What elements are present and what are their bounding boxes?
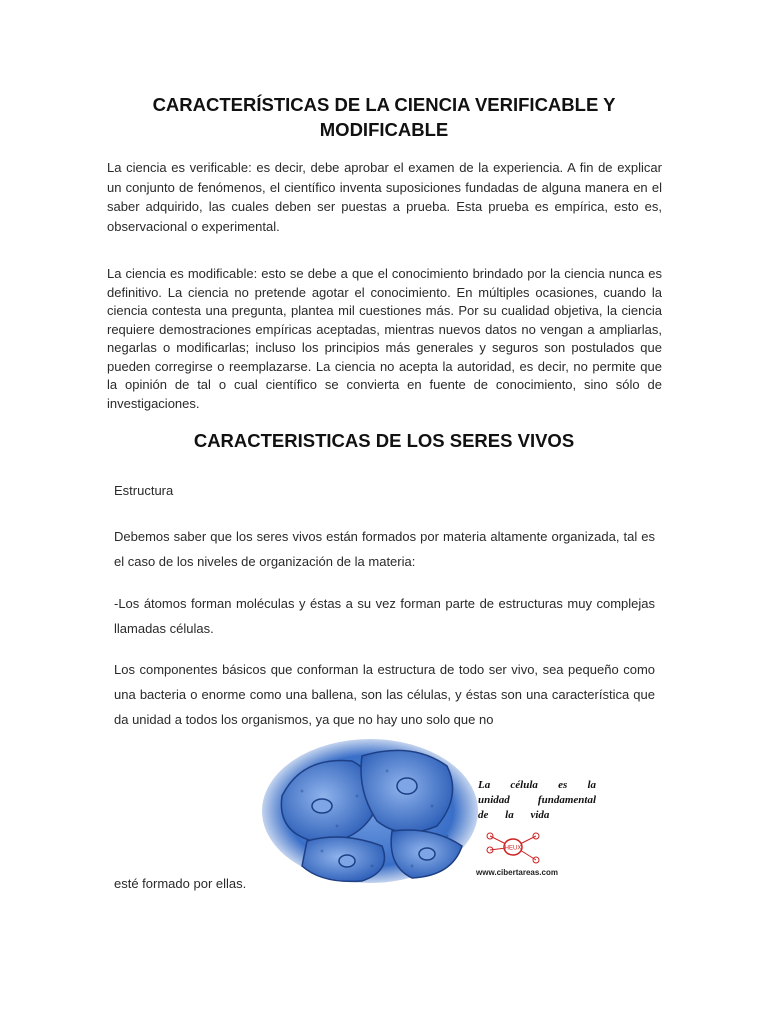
caption-line-3: de la vida bbox=[478, 809, 550, 821]
heux-logo-icon bbox=[484, 830, 540, 866]
caption-line-2: unidad fundamental bbox=[478, 794, 596, 806]
section-title-seres-vivos: CARACTERISTICAS DE LOS SERES VIVOS bbox=[193, 430, 575, 451]
website-url: www.cibertareas.com bbox=[476, 868, 558, 877]
caption-line-1: La célula es la bbox=[478, 779, 596, 791]
paragraph-atomos: -Los átomos forman moléculas y éstas a su vez forman parte de estructuras muy complejas llamadas células. bbox=[114, 596, 655, 636]
title-line-2: MODIFICABLE bbox=[319, 119, 449, 140]
section-title-ciencia bbox=[100, 92, 668, 142]
paragraph-componentes: Los componentes básicos que conforman la estructura de todo ser vivo, sea pequeño como una bacteria o enorme como una ballena, son las células, y éstas son una característica que da unidad a todos los organismos, ya que no hay uno solo que no bbox=[114, 662, 655, 727]
nucleus-4 bbox=[419, 848, 435, 860]
title-line-1: CARACTERÍSTICAS DE LA CIENCIA VERIFICABLE Y bbox=[152, 94, 616, 115]
paragraph-modificable: La ciencia es modificable: esto se debe a que el conocimiento brindado por la ciencia nunca es definitivo. La ciencia no pretende agotar el conocimiento. En múltiples ocasiones, cuando la ciencia contesta una pregunta, plantea mil cuestiones más. Por su cualidad objetiva, la ciencia requiere demostraciones empíricas aceptadas, mientras nuevos datos no vengan a ampliarlas, negarlas o modificarlas; incluso los principios más generales y seguros son postulados que pueden corregirse o reemplazarse. La ciencia no acepta la autoridad, es decir, no permite que la opinión de tal o cual científico se convierta en fuente de conocimiento, sino sólo de investigaciones. bbox=[107, 266, 662, 411]
paragraph-verificable: La ciencia es verificable: es decir, debe aprobar el examen de la experiencia. A fin de explicar un conjunto de fenómenos, el científico inventa suposiciones fundadas de alguna manera en el saber adquirido, las cuales deben ser puestas a prueba. Esta prueba es empírica, esto es, observacional o experimental. bbox=[107, 160, 662, 234]
paragraph-formado-por-ellas: esté formado por ellas. bbox=[114, 876, 247, 891]
nucleus-1 bbox=[312, 799, 332, 813]
logo-text: HEUX bbox=[504, 845, 522, 852]
nucleus-2 bbox=[397, 778, 417, 794]
nucleus-3 bbox=[339, 855, 355, 867]
subheading-estructura: Estructura bbox=[114, 483, 174, 498]
figure-caption bbox=[478, 778, 596, 823]
paragraph-materia: Debemos saber que los seres vivos están formados por materia altamente organizada, tal es el caso de los niveles de organización de la materia: bbox=[114, 529, 655, 569]
